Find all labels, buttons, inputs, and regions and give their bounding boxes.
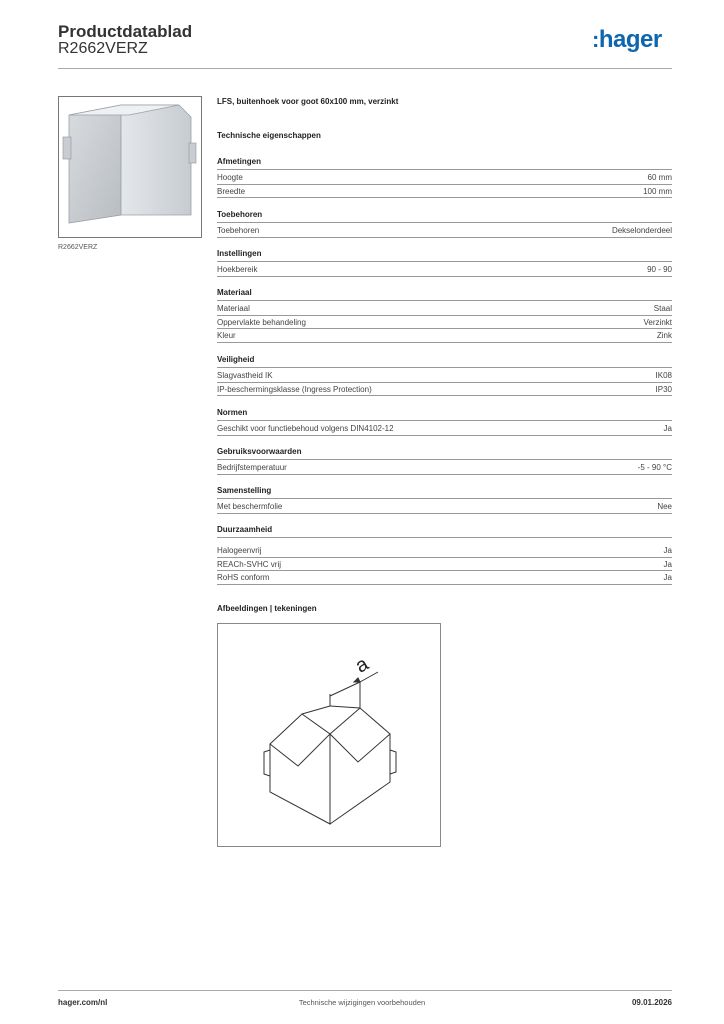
spec-row bbox=[217, 185, 672, 199]
document-title: Productdatablad bbox=[58, 22, 193, 41]
section-title: Materiaal bbox=[217, 288, 252, 297]
spec-row bbox=[217, 422, 672, 436]
spec-section-instellingen bbox=[217, 248, 672, 277]
spec-label: IP-beschermingsklasse (Ingress Protection) bbox=[217, 384, 372, 394]
product-description: LFS, buitenhoek voor goot 60x100 mm, verzinkt bbox=[217, 97, 399, 106]
footer-disclaimer: Technische wijzigingen voorbehouden bbox=[298, 998, 426, 1007]
spec-section-gebruiksvoorwaarden bbox=[217, 446, 672, 475]
section-divider bbox=[217, 420, 672, 421]
section-title: Gebruiksvoorwaarden bbox=[217, 447, 302, 456]
footer-date: 09.01.2026 bbox=[631, 998, 672, 1007]
spec-label: Kleur bbox=[217, 331, 236, 340]
spec-label: Breedte bbox=[217, 186, 246, 196]
thumbnail-caption: R2662VERZ bbox=[58, 244, 98, 251]
section-title: Normen bbox=[217, 408, 248, 417]
spec-value: Ja bbox=[663, 546, 672, 555]
product-photo-icon bbox=[59, 97, 201, 237]
spec-section-normen bbox=[217, 407, 672, 436]
spec-value: IP30 bbox=[655, 384, 672, 394]
section-title: Samenstelling bbox=[217, 486, 272, 495]
spec-section-veiligheid bbox=[217, 354, 672, 396]
spec-section-materiaal bbox=[217, 287, 672, 343]
section-divider bbox=[217, 261, 672, 262]
dimension-label: a bbox=[351, 652, 373, 678]
outer-corner-drawing-icon bbox=[218, 624, 440, 846]
spec-label: Met beschermfolie bbox=[217, 502, 283, 511]
spec-label: REACh-SVHC vrij bbox=[217, 559, 282, 569]
section-divider bbox=[217, 367, 672, 368]
spec-value: Dekselonderdeel bbox=[611, 226, 672, 235]
section-divider bbox=[217, 537, 672, 538]
section-divider bbox=[217, 169, 672, 170]
section-title: Duurzaamheid bbox=[217, 525, 273, 534]
spec-value: Ja bbox=[663, 573, 672, 582]
section-title: Afmetingen bbox=[217, 157, 261, 166]
images-heading: Afbeeldingen | tekeningen bbox=[217, 604, 317, 613]
technical-properties-heading: Technische eigenschappen bbox=[217, 131, 321, 140]
spec-value: IK08 bbox=[655, 371, 672, 380]
spec-label: Geschikt voor functiebehoud volgens DIN4102-12 bbox=[217, 424, 394, 433]
spec-value: -5 - 90 °C bbox=[637, 463, 672, 472]
spec-value: 60 mm bbox=[647, 173, 672, 182]
spec-value: Zink bbox=[656, 331, 672, 340]
section-divider bbox=[217, 498, 672, 499]
logo-text: hager bbox=[598, 26, 662, 53]
spec-value: Verzinkt bbox=[643, 317, 672, 327]
spec-row bbox=[217, 316, 672, 330]
spec-section-toebehoren bbox=[217, 209, 672, 238]
spec-value: 90 - 90 bbox=[647, 265, 672, 274]
spec-section-duurzaamheid bbox=[217, 524, 672, 585]
section-title: Veiligheid bbox=[217, 355, 255, 364]
spec-label: Toebehoren bbox=[217, 226, 260, 235]
spec-value: Nee bbox=[657, 502, 672, 511]
header-divider bbox=[58, 68, 672, 69]
spec-label: Hoekbereik bbox=[217, 265, 258, 274]
spec-label: Bedrijfstemperatuur bbox=[217, 463, 287, 472]
spec-section-samenstelling bbox=[217, 485, 672, 514]
spec-row bbox=[217, 302, 672, 316]
spec-row bbox=[217, 263, 672, 277]
spec-label: RoHS conform bbox=[217, 573, 270, 582]
spec-value: Ja bbox=[663, 424, 672, 433]
spec-row bbox=[217, 224, 672, 238]
section-title: Instellingen bbox=[217, 249, 262, 258]
section-title: Toebehoren bbox=[217, 210, 263, 219]
spec-value: 100 mm bbox=[643, 186, 672, 196]
spec-label: Hoogte bbox=[217, 173, 243, 182]
spec-label: Slagvastheid IK bbox=[217, 371, 273, 380]
spec-row bbox=[217, 500, 672, 514]
spec-row bbox=[217, 369, 672, 383]
spec-row bbox=[217, 544, 672, 558]
section-divider bbox=[217, 222, 672, 223]
spec-row bbox=[217, 571, 672, 585]
spec-label: Materiaal bbox=[217, 304, 250, 313]
spec-row bbox=[217, 383, 672, 397]
footer-divider bbox=[58, 990, 672, 991]
product-code: R2662VERZ bbox=[58, 40, 148, 57]
spec-row bbox=[217, 558, 672, 572]
spec-row bbox=[217, 329, 672, 343]
hager-logo: :hager bbox=[592, 26, 662, 53]
spec-row bbox=[217, 171, 672, 185]
section-divider bbox=[217, 459, 672, 460]
spec-value: Staal bbox=[653, 304, 672, 313]
technical-drawing bbox=[217, 623, 441, 847]
product-thumbnail bbox=[58, 96, 202, 238]
spec-label: Halogeenvrij bbox=[217, 546, 262, 555]
spec-label: Oppervlakte behandeling bbox=[217, 317, 306, 327]
spec-row bbox=[217, 461, 672, 475]
footer-website-link[interactable]: hager.com/nl bbox=[58, 998, 108, 1007]
section-divider bbox=[217, 300, 672, 301]
spec-section-afmetingen bbox=[217, 156, 672, 198]
spec-value: Ja bbox=[663, 559, 672, 569]
